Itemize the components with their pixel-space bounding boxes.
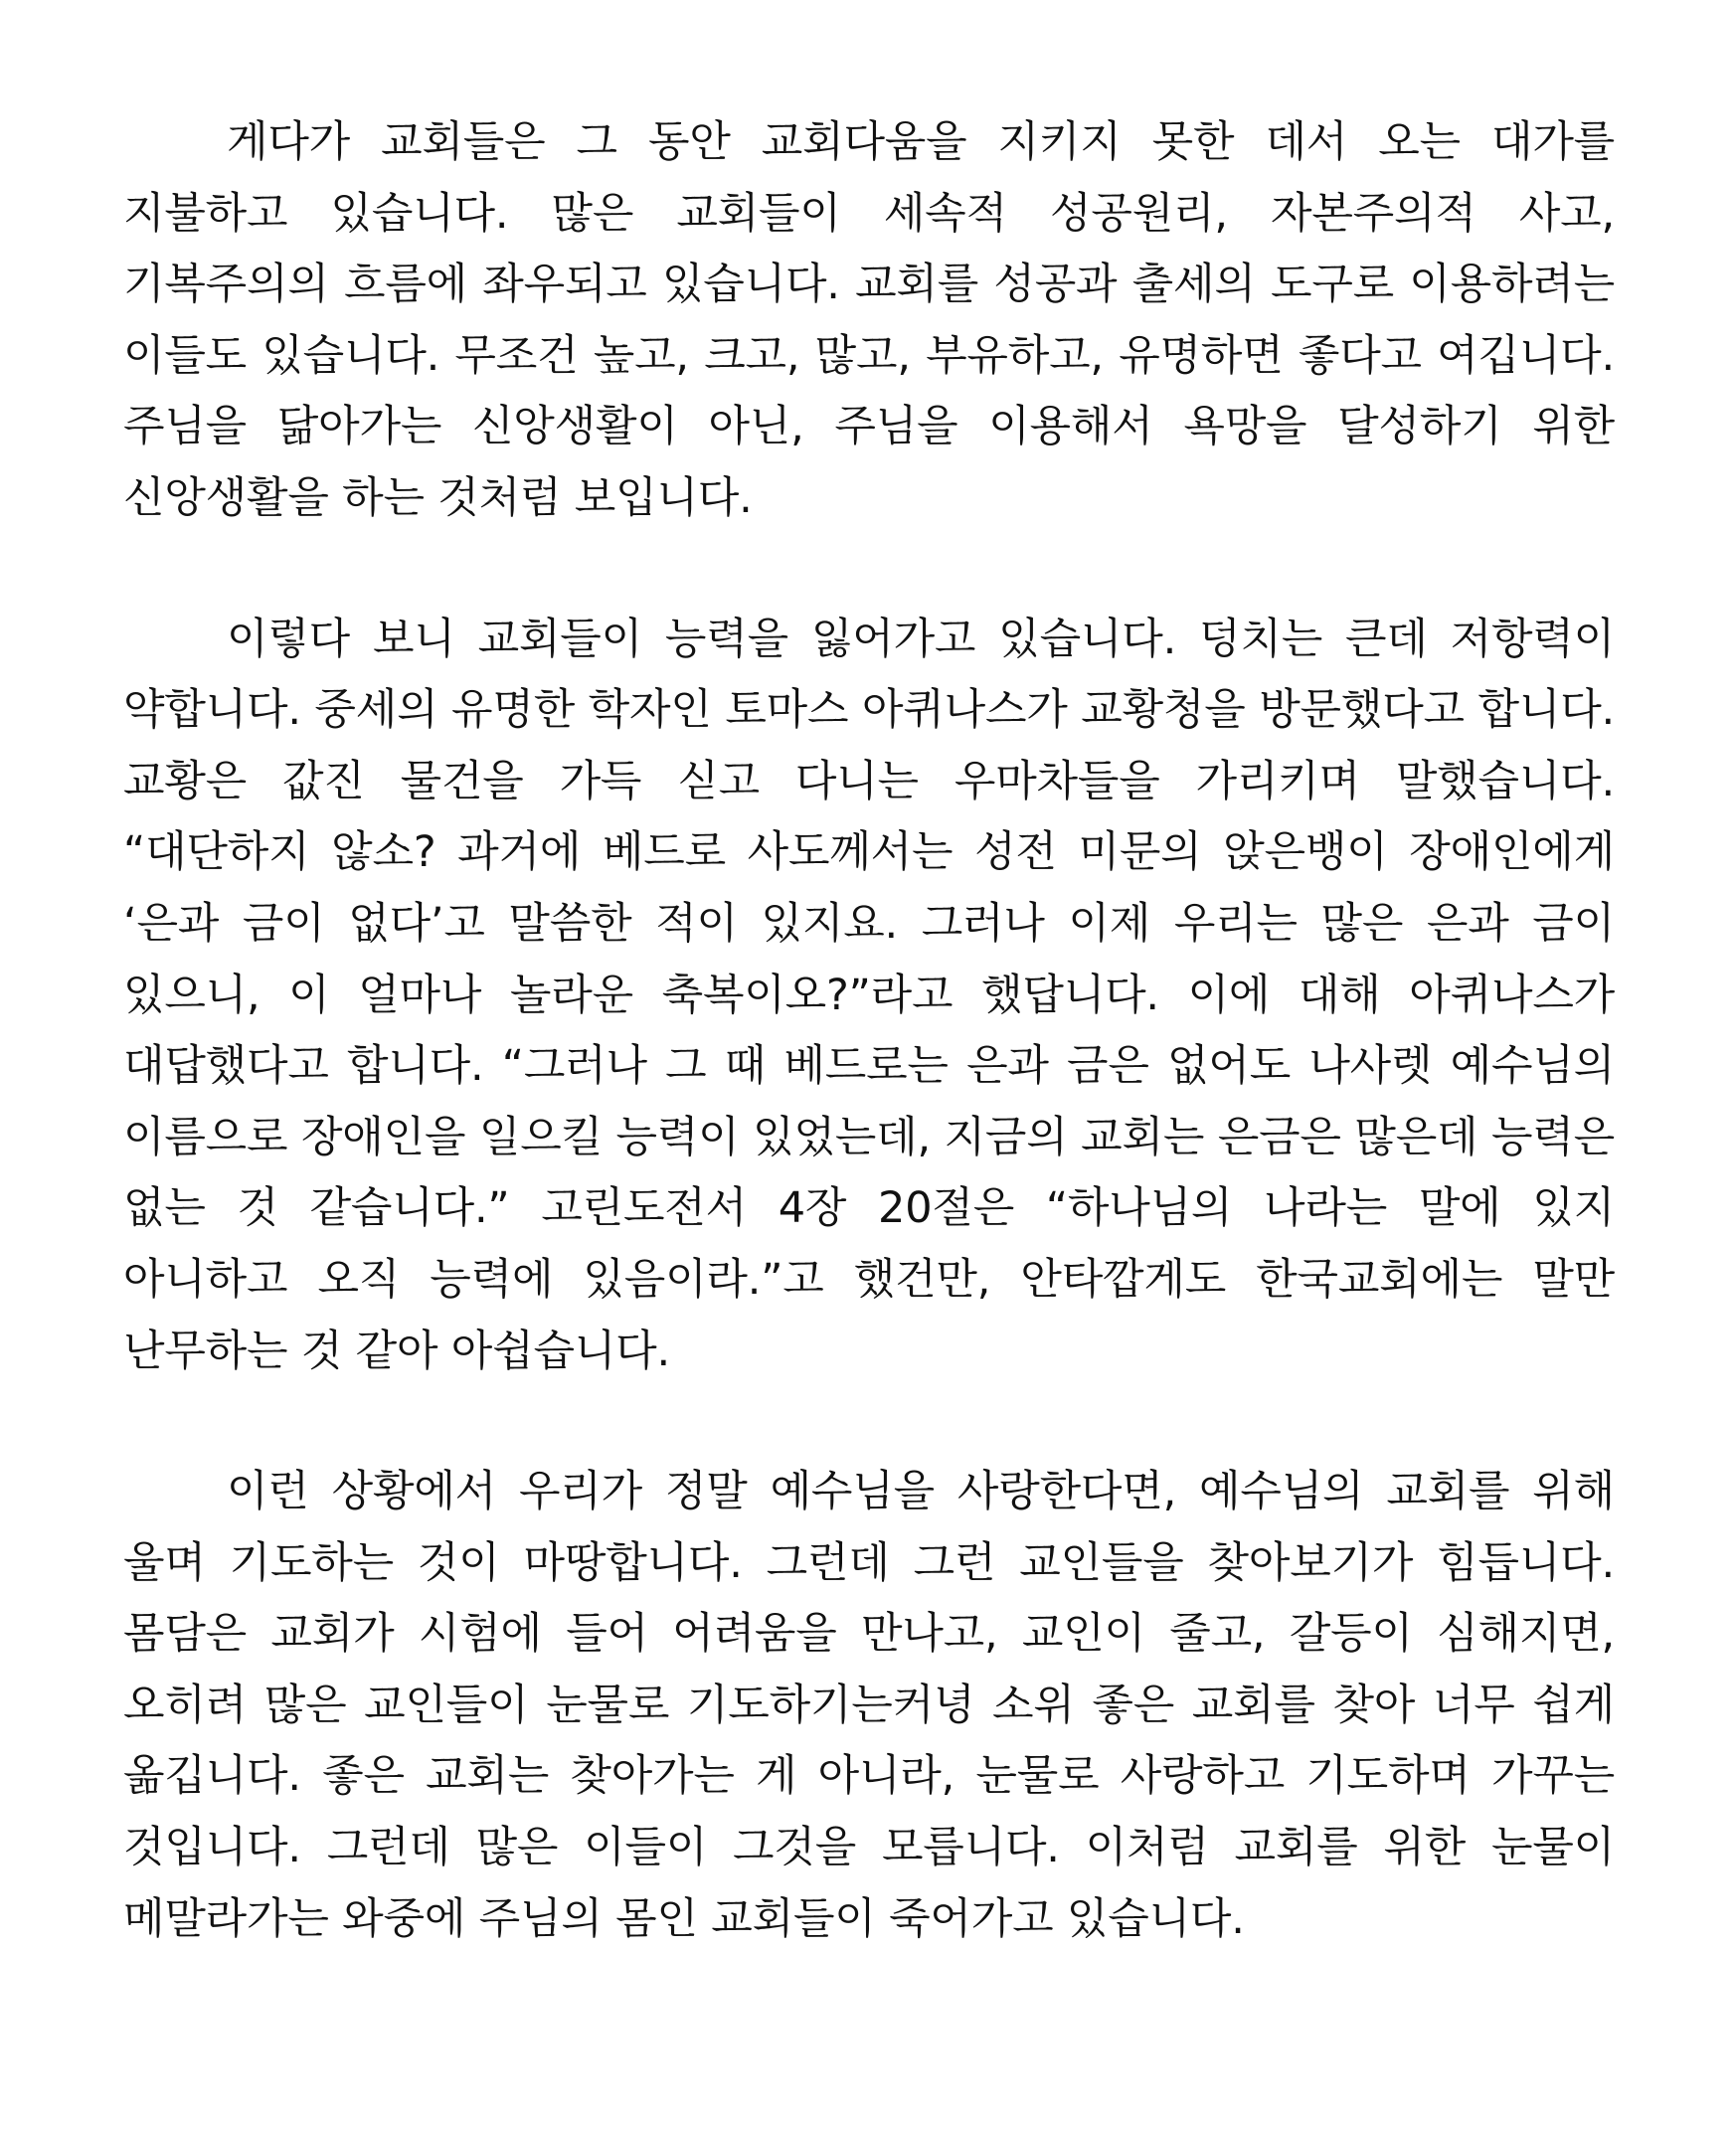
document-page [123, 107, 1615, 1955]
paragraph-3: 이런 상황에서 우리가 정말 예수님을 사랑한다면, 예수님의 교회를 위해 울며 기도하는 것이 마땅합니다. 그런데 그런 교인들을 찾아보기가 힘듭니다. 몸담은 교회가 시험에 들어 어려움을 만나고, 교인이 줄고, 갈등이 심해지면, 오히려 많은 교인들이 눈물로 기도하기는커녕 소위 좋은 교회를 찾아 너무 쉽게 옮깁니다. 좋은 교회는 찾아가는 게 아니라, 눈물로 사랑하고 기도하며 가꾸는 것입니다. 그런데 많은 이들이 그것을 모릅니다. 이처럼 교회를 위한 눈물이 메말라가는 와중에 주님의 몸인 교회들이 죽어가고 있습니다. [123, 1467, 1615, 1944]
paragraph-2: 이렇다 보니 교회들이 능력을 잃어가고 있습니다. 덩치는 큰데 저항력이 약합니다. 중세의 유명한 학자인 토마스 아퀴나스가 교황청을 방문했다고 합니다. 교황은 값진 물건을 가득 싣고 다니는 우마차들을 가리키며 말했습니다. “대단하지 않소? 과거에 베드로 사도께서는 성전 미문의 앉은뱅이 장애인에게 ‘은과 금이 없다’고 말씀한 적이 있지요. 그러나 이제 우리는 많은 은과 금이 있으니, 이 얼마나 놀라운 축복이오?”라고 했답니다. 이에 대해 아퀴나스가 대답했다고 합니다. “그러나 그 때 베드로는 은과 금은 없어도 나사렛 예수님의 이름으로 장애인을 일으킬 능력이 있었는데, 지금의 교회는 은금은 많은데 능력은 없는 것 같습니다.” 고린도전서 4장 20절은 “하나님의 나라는 말에 있지 아니하고 오직 능력에 있음이라.”고 했건만, 안타깝게도 한국교회에는 말만 난무하는 것 같아 아쉽습니다. [123, 614, 1615, 1376]
paragraph-1: 게다가 교회들은 그 동안 교회다움을 지키지 못한 데서 오는 대가를 지불하고 있습니다. 많은 교회들이 세속적 성공원리, 자본주의적 사고, 기복주의의 흐름에 좌우되고 있습니다. 교회를 성공과 출세의 도구로 이용하려는 이들도 있습니다. 무조건 높고, 크고, 많고, 부유하고, 유명하면 좋다고 여깁니다. 주님을 닮아가는 신앙생활이 아닌, 주님을 이용해서 욕망을 달성하기 위한 신앙생활을 하는 것처럼 보입니다. [123, 117, 1615, 523]
